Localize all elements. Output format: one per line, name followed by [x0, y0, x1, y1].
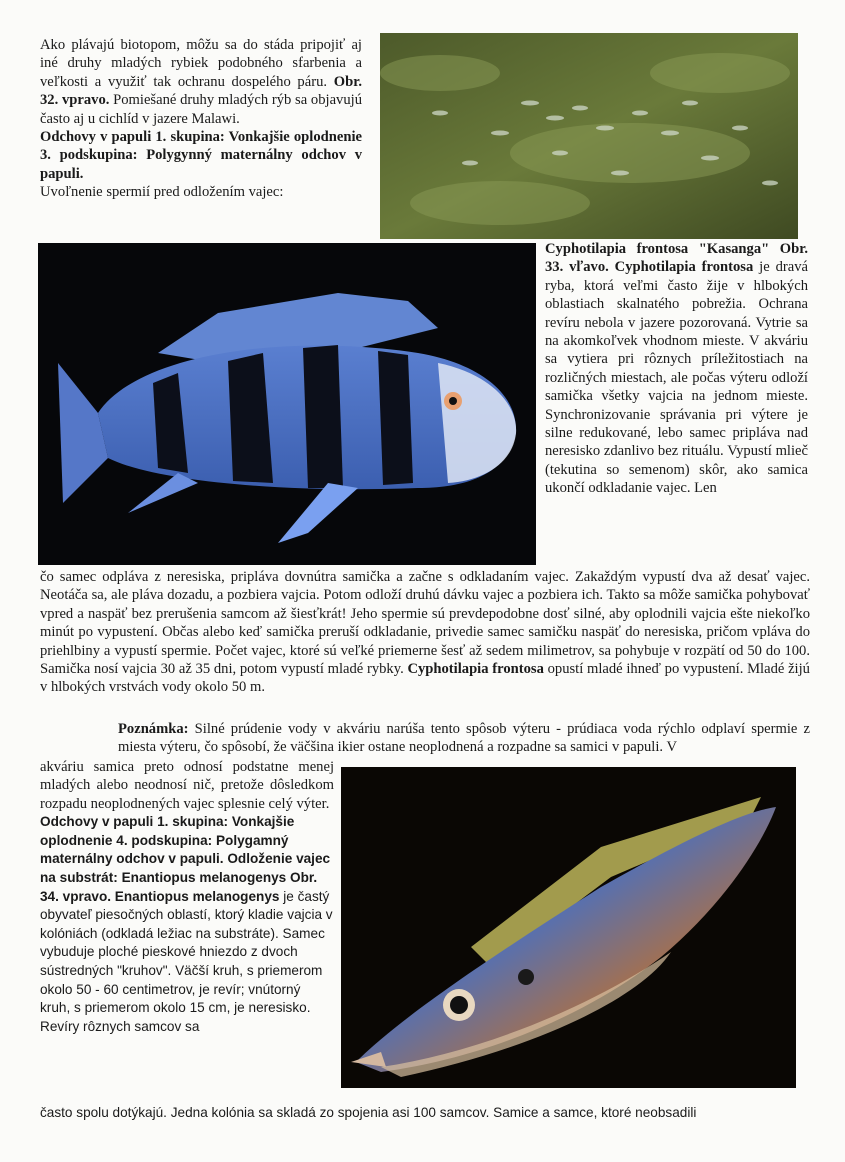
figure-ref-32: Obr. 32. vpravo.	[40, 73, 362, 109]
species-name: Cyphotilapia frontosa	[407, 661, 544, 678]
spawning-intro: Uvoľnenie spermií pred odložením vajec:	[40, 184, 284, 201]
frontosa-text: je dravá ryba, ktorá veľmi často žije v hlbokých oblastiach skalnatého pobrežia. Ochrana revíru nebola v jazere pozorovaná. Vytrie sa na akomkoľvek vhodnom mieste. V akváriu sa vytiera pri rôznych príležitostiach na rozličných miestach, ale počas výteru odloží samička všetky vajcia na jednom mieste. Synchronizovanie správania pri výtere je silne redukované, lebo samec pripláva nad neresisko zdanlivo bez rituálu. Vypustí mlieč (tekutina so semenom) skôr, ako samica ukončí odkladanie vajec. Len	[545, 259, 808, 497]
note-label: Poznámka:	[118, 721, 189, 737]
note-paragraph	[40, 720, 810, 757]
spawning-paragraph	[40, 568, 810, 697]
intro-text-end: Pomiešané druhy mladých rýb sa objavujú často aj u cichlíd v jazere Malawi.	[40, 92, 362, 127]
spawning-text: čo samec odpláva z neresiska, pripláva dovnútra samička a začne s odkladaním vajec. Zakaždým vypustí dva až desať vajec. Neotáča sa, ale pláva dozadu, a pozbiera vajcia. Potom odloží druhú dávku vajec a pozbiera ich. Takto sa môže samička pohybovať vpred a naspäť bez prerušenia samcom až šiesťkrát! Jeho spermie sú prevdepodobne dosť silné, aby oplodnili vajcia ešte niekoľko minút po vypustení. Občas alebo keď samička preruší odkladanie, privedie samec samičku naspäť do neresiska, pričom vpláva do priehlbiny a vypustí spermie. Počet vajec, ktoré sú veľké priemerne šesť až sedem milimetrov, sa pohybuje v rozpätí od 50 do 100. Samička nosí vajcia 30 až 35 dni, potom vypustí mladé rybky.	[40, 569, 810, 678]
frontosa-description	[545, 240, 808, 498]
intro-text: Ako plávajú biotopom, môžu sa do stáda pripojiť aj iné druhy mladých rybiek podobného sfarbenia a veľkosti a využiť tak ochranu dospelého páru.	[40, 37, 362, 90]
spawning-text-end: opustí mladé ihneď po vypustení. Mladé žijú v hlbokých vrstvách vody okolo 50 m.	[40, 661, 810, 696]
enantiopus-column	[40, 758, 334, 1036]
photo-enantiopus-melanogenys	[341, 767, 796, 1088]
photo-fish-school	[380, 33, 798, 239]
note-text: Silné prúdenie vody v akváriu narúša tento spôsob výteru - prúdiaca voda rýchlo odplaví spermie z miesta výteru, čo spôsobí, že väčšina ikier ostane neoplodnená a rozpadne sa samici v papuli. V	[118, 721, 810, 756]
closing-line	[40, 1104, 810, 1123]
section-heading-4: Odchovy v papuli 1. skupina: Vonkajšie oplodnenie 4. podskupina: Polygamný maternálny odchov v papuli. Odloženie vajec na substrát: Enantiopus melanogenys Obr. 34. vpravo. Enantiopus melanogenys	[40, 814, 331, 904]
closing-text: často spolu dotýkajú. Jedna kolónia sa skladá zo spojenia asi 100 samcov. Samice a samce, ktoré neobsadili	[40, 1105, 697, 1120]
intro-paragraph	[40, 36, 362, 202]
section-heading-3: Odchovy v papuli 1. skupina: Vonkajšie oplodnenie 3. podskupina: Polygynný maternálny odchov v papuli.	[40, 129, 362, 182]
photo-cyphotilapia-frontosa	[38, 243, 536, 565]
aquarium-note: akváriu samica preto odnosí podstatne menej mladých alebo neodnosí nič, pretože dôsledkom rozpadu neoplodnených vajec splesnie celý výter.	[40, 759, 334, 812]
frontosa-title: Cyphotilapia frontosa "Kasanga" Obr. 33. vľavo. Cyphotilapia frontosa	[545, 241, 808, 276]
enantiopus-text: je častý obyvateľ piesočných oblastí, ktorý kladie vajcia v kolóniách (odkladá ležiac na substráte). Samec vybuduje ploché pieskové hniezdo z dvoch sústredných "kruhov". Väčší kruh, s priemerom okolo 50 - 60 centimetrov, je revír; vnútorný kruh, s priemerom okolo 15 cm, je neresisko. Revíry rôznych samcov sa	[40, 888, 333, 1034]
